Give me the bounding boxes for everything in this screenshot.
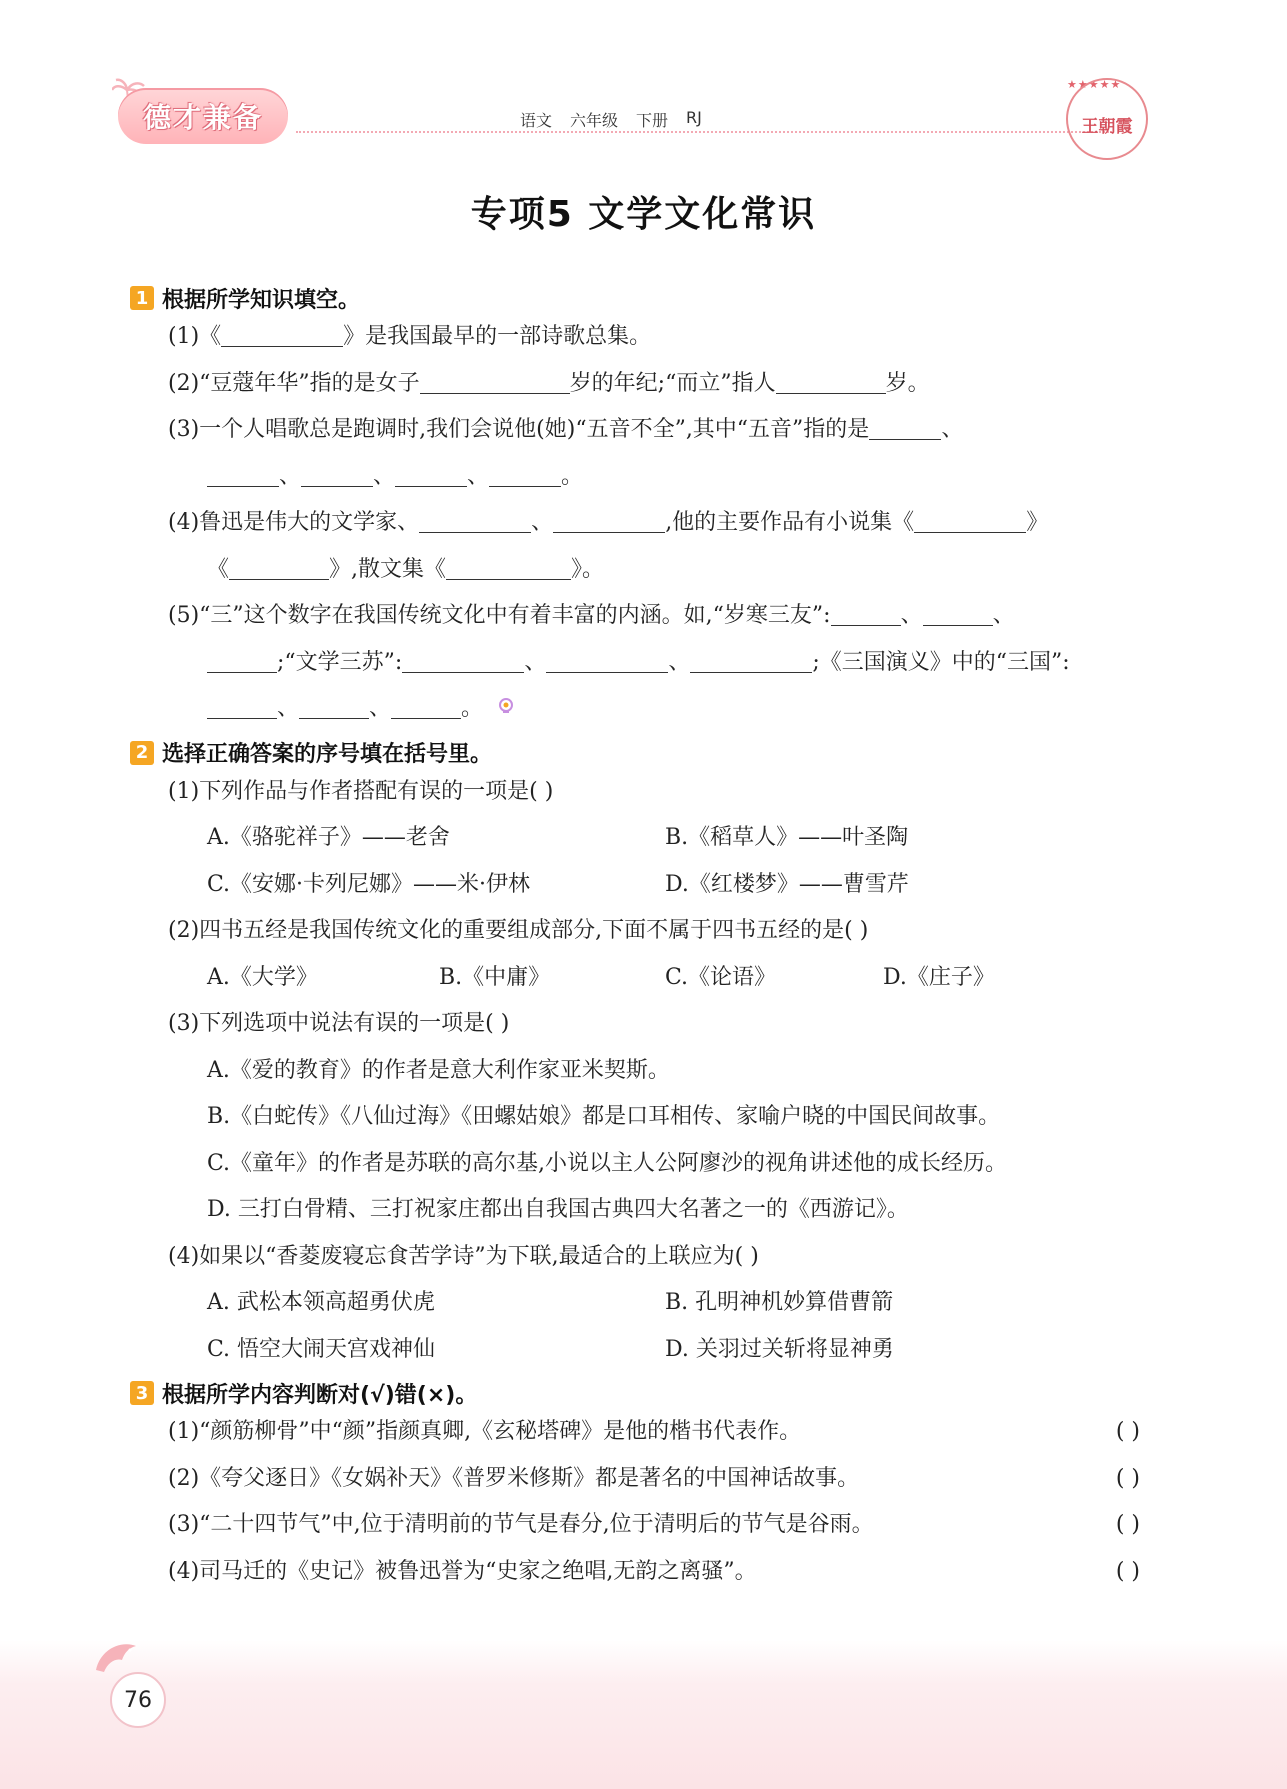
answer-blank[interactable] [923,599,993,626]
option-c[interactable]: C.《安娜·卡列尼娜》——米·伊林 [207,871,531,897]
question-1-1: (1)《 》是我国最早的一部诗歌总集。 [130,314,1140,361]
seal-name: 王朝霞 [1081,116,1133,137]
page-footer [0,1640,1287,1789]
question-2-2: (2)四书五经是我国传统文化的重要组成部分,下面不属于四书五经的是( ) [168,918,869,943]
answer-blank[interactable] [831,599,901,626]
answer-blank[interactable] [914,506,1026,533]
option-a[interactable]: A. 武松本领高超勇伏虎 [207,1290,435,1315]
answer-blank[interactable] [419,506,531,533]
answer-blank[interactable] [207,646,277,673]
section-3-title: 根据所学内容判断对(√)错(×)。 [162,1382,478,1408]
section-1-heading [130,282,1140,314]
question-2-4: (4)如果以“香菱废寝忘食苦学诗”为下联,最适合的上联应为( ) [168,1243,759,1269]
answer-blank[interactable] [420,367,570,394]
answer-blank[interactable] [546,646,668,673]
worksheet-content [130,278,1140,1595]
hint-bulb-icon[interactable] [496,697,516,717]
answer-blank[interactable] [690,646,812,673]
question-2-1: (1)下列作品与作者搭配有误的一项是( ) [168,778,554,804]
section-3-heading [130,1377,1140,1409]
options-row [130,862,1140,909]
logo-text: 德才兼备 [142,101,263,134]
option-b[interactable]: B.《中庸》 [439,964,551,990]
answer-paren[interactable]: ( ) [1115,1419,1140,1444]
section-number-badge: 2 [130,741,154,765]
volume: 下册 [636,111,669,130]
answer-blank[interactable] [402,646,524,673]
answer-blank[interactable] [301,460,373,487]
options-row [130,1280,1140,1327]
header-divider [296,131,1112,133]
question-1-4: (4)鲁迅是伟大的文学家、 、 ,他的主要作品有小说集《 》 [130,500,1140,547]
answer-paren[interactable]: ( ) [1115,1465,1140,1491]
judge-item-2: (2)《夸父逐日》《女娲补天》《普罗米修斯》都是著名的中国神话故事。 ( ) [130,1456,1140,1503]
question-1-3-continued: 、 、 、 。 [130,454,1140,501]
answer-blank[interactable] [776,367,886,394]
answer-blank[interactable] [207,692,277,719]
author-seal [1066,78,1148,160]
question-1-5-continued: ;“文学三苏”: 、 、 ;《三国演义》中的“三国”: [130,640,1140,687]
subject: 语文 [520,111,553,130]
answer-blank[interactable] [299,692,369,719]
question-1-4-continued: 《 》,散文集《 》。 [130,547,1140,594]
option-b[interactable]: B.《白蛇传》《八仙过海》《田螺姑娘》都是口耳相传、家喻户晓的中国民间故事。 [207,1104,1001,1129]
page-number: 76 [110,1672,166,1728]
answer-paren[interactable]: ( ) [1115,1558,1140,1584]
options-row [130,1327,1140,1374]
answer-paren[interactable]: ( ) [1115,1512,1140,1537]
section-number-badge: 1 [130,286,154,310]
option-b[interactable]: B. 孔明神机妙算借曹箭 [665,1290,894,1315]
question-1-5-continued-2: 、 、 。 [130,686,1140,733]
option-a[interactable]: A.《骆驼祥子》——老舍 [207,825,450,850]
question-2-3: (3)下列选项中说法有误的一项是( ) [168,1011,510,1036]
option-a[interactable]: A.《爱的教育》的作者是意大利作家亚米契斯。 [207,1057,670,1083]
section-2-heading [130,737,1140,769]
seal-stars: ★★★★★ [1067,78,1122,91]
answer-blank[interactable] [221,320,343,347]
judge-item-4: (4)司马迁的《史记》被鲁迅誉为“史家之绝唱,无韵之离骚”。 ( ) [130,1549,1140,1596]
option-c[interactable]: C.《论语》 [665,964,777,990]
option-d[interactable]: D. 关羽过关斩将显神勇 [665,1336,894,1362]
option-c[interactable]: C. 悟空大闹天宫戏神仙 [207,1336,436,1362]
edition: RJ [686,108,702,127]
option-c[interactable]: C.《童年》的作者是苏联的高尔基,小说以主人公阿廖沙的视角讲述他的成长经历。 [207,1150,1008,1176]
logo-badge [118,88,288,144]
answer-blank[interactable] [446,553,571,580]
judge-item-3: (3)“二十四节气”中,位于清明前的节气是春分,位于清明后的节气是谷雨。 ( ) [130,1502,1140,1549]
header-info [520,108,702,131]
judge-item-1: (1)“颜筋柳骨”中“颜”指颜真卿,《玄秘塔碑》是他的楷书代表作。 ( ) [130,1409,1140,1456]
answer-blank[interactable] [207,460,279,487]
options-row [130,815,1140,862]
option-d[interactable]: D.《红楼梦》——曹雪芹 [665,871,909,897]
question-1-5: (5)“三”这个数字在我国传统文化中有着丰富的内涵。如,“岁寒三友”: 、 、 [130,593,1140,640]
answer-blank[interactable] [229,553,329,580]
option-d[interactable]: D. 三打白骨精、三打祝家庄都出自我国古典四大名著之一的《西游记》。 [207,1197,909,1222]
page-title: 专项5 文学文化常识 [470,194,817,235]
page-header [0,0,1287,160]
grade: 六年级 [570,111,619,130]
answer-blank[interactable] [489,460,561,487]
options-row [130,955,1140,1002]
section-1-title: 根据所学知识填空。 [162,287,361,313]
answer-blank[interactable] [869,413,941,440]
section-number-badge: 3 [130,1381,154,1405]
answer-blank[interactable] [395,460,467,487]
question-1-3: (3)一个人唱歌总是跑调时,我们会说他(她)“五音不全”,其中“五音”指的是 、 [130,407,1140,454]
option-d[interactable]: D.《庄子》 [883,964,995,990]
option-a[interactable]: A.《大学》 [207,964,318,990]
section-2-title: 选择正确答案的序号填在括号里。 [162,742,493,767]
question-1-2: (2)“豆蔻年华”指的是女子 岁的年纪;“而立”指人 岁。 [130,361,1140,408]
answer-blank[interactable] [391,692,461,719]
answer-blank[interactable] [553,506,665,533]
option-b[interactable]: B.《稻草人》——叶圣陶 [665,825,909,850]
